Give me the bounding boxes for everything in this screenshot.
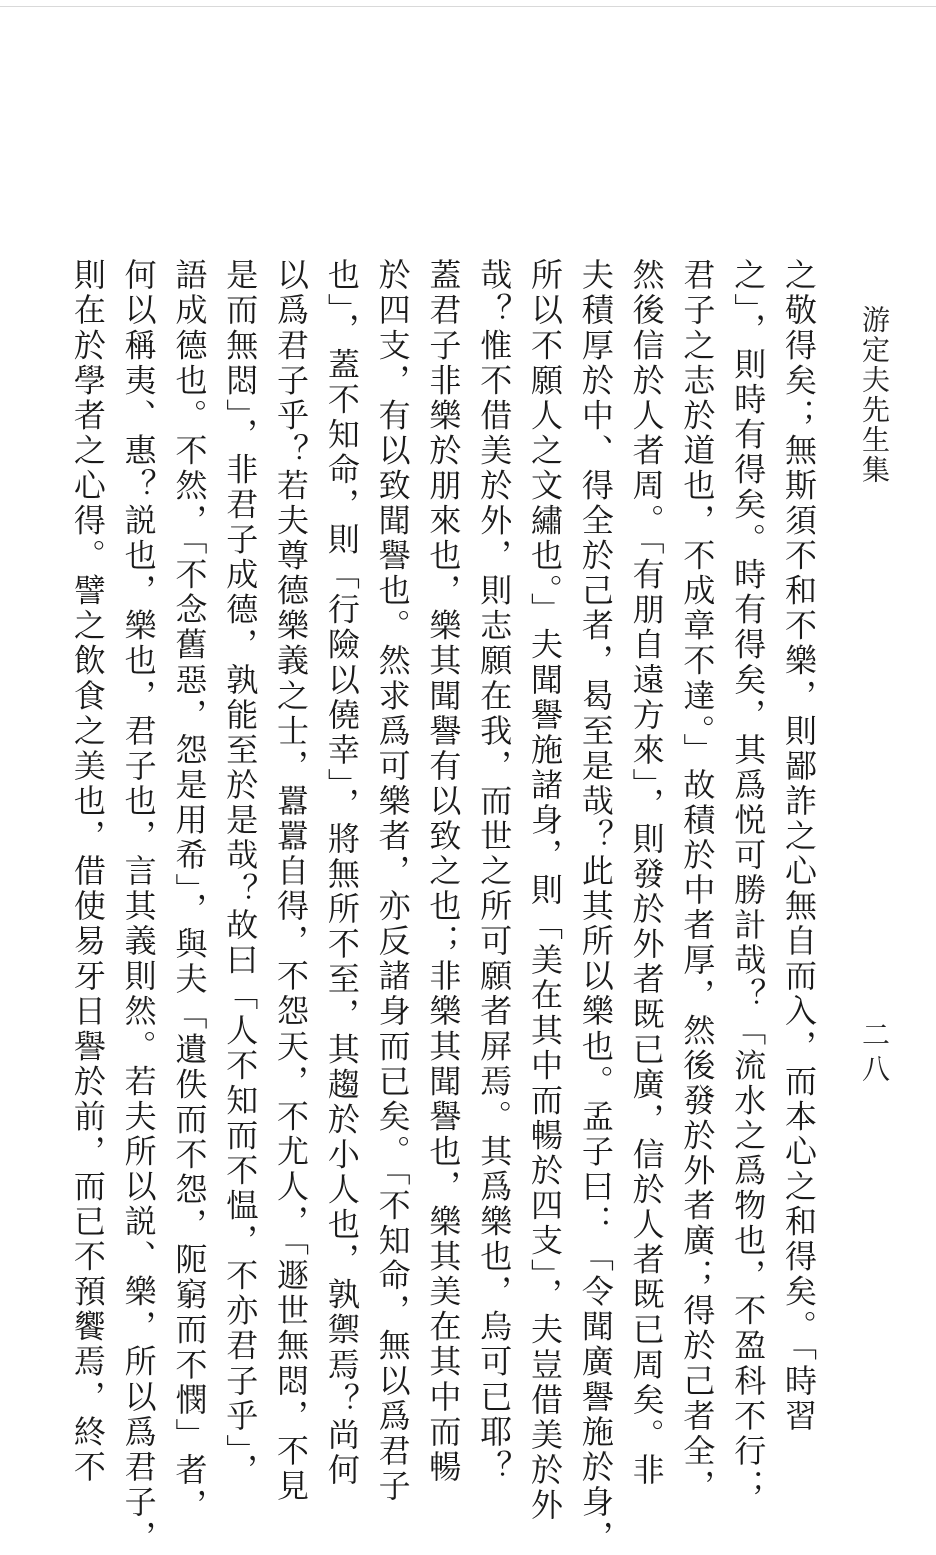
- text-column-9: 於四支，有以致聞譽也。然求爲可樂者，亦反諸身而已矣。「不知命，無以爲君子: [373, 258, 412, 1504]
- text-column-14: 何以稱夷、惠？説也，樂也，君子也，言其義則然。若夫所以説、樂，所以爲君子，: [119, 258, 158, 1555]
- running-head-book-title: 游定夫先生集: [858, 305, 891, 485]
- page-top-edge: [0, 0, 936, 7]
- text-column-4: 然後信於人者周。「有朋自遠方來」，則發於外者既已廣，信於人者既已周矣。非: [627, 258, 666, 1488]
- text-column-7: 哉？惟不借美於外，則志願在我，而世之所可願者屏焉。其爲樂也，烏可已耶？: [475, 258, 514, 1485]
- text-column-1: 之敬得矣；無斯須不和不樂，則鄙詐之心無自而入，而本心之和得矣。「時習: [780, 258, 818, 1434]
- text-column-13: 語成德也。不然，「不念舊惡，怨是用希」，與夫「遺佚而不怨，阨窮而不憫」者，: [170, 258, 209, 1523]
- text-column-3: 君子之志於道也，不成章不達。」故積於中者厚，然後發於外者廣；得於己者全，: [678, 258, 717, 1504]
- text-column-8: 蓋君子非樂於朋來也，樂其聞譽有以致之也；非樂其聞譽也，樂其美在其中而暢: [424, 258, 463, 1485]
- text-column-15: 則在於學者之心得。譬之飲食之美也，借使易牙日譽於前，而已不預饗焉，終不: [68, 258, 107, 1485]
- text-column-11: 以爲君子乎？若夫尊德樂義之士，囂囂自得，不怨天，不尤人，「遯世無悶，不見: [272, 258, 311, 1504]
- text-column-2: 之」，則時有得矣。時有得矣，其爲悦可勝計哉？「流水之爲物也，不盈科不行；: [729, 258, 768, 1504]
- body-text-vertical: [68, 258, 824, 1555]
- page-number: 二八: [858, 1020, 891, 1088]
- text-column-6: 所以不願人之文繡也。」夫聞譽施諸身，則「美在其中而暢於四支」，夫豈借美於外: [526, 258, 565, 1523]
- text-column-5: 夫積厚於中、得全於己者，曷至是哉？此其所以樂也。孟子曰：「令聞廣譽施於身，: [576, 258, 615, 1555]
- text-column-10: 也」，蓋不知命，則「行險以僥幸」，將無所不至，其趨於小人也，孰禦焉？尚何: [322, 258, 361, 1488]
- text-column-12: 是而無悶」，非君子成德，孰能至於是哉？故曰「人不知而不愠，不亦君子乎」，: [221, 258, 260, 1488]
